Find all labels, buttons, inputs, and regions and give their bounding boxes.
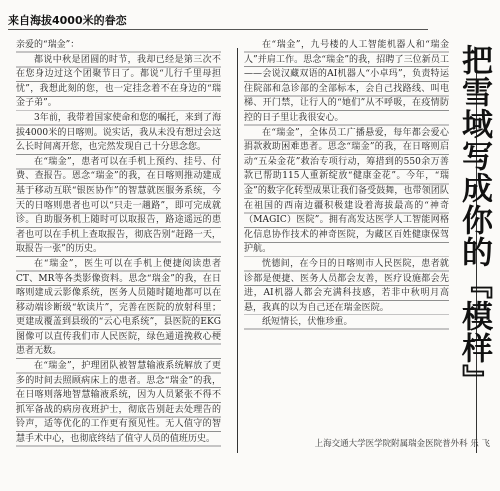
paragraph: 在“瑞金”，九号楼的人工智能机器人和“瑞金人”并肩工作。思念“瑞金”的我，招聘了三位新员工——会说汉藏双语的AI机器人“小卓玛”，负责特运住院部和急诊部的全部标本，会自己找路线、叫电梯、开门禁，让行人的“她们”从不呼吸，在疫情防控的日子里让我很安心。	[244, 38, 449, 126]
article-top-title: 来自海拔4000米的眷恋	[8, 14, 127, 27]
headline: 把雪域写成你的『模样』	[456, 44, 492, 396]
column-divider	[237, 48, 238, 453]
top-rule	[8, 29, 428, 30]
right-column	[244, 38, 449, 330]
author-signature: 上海交通大学医学院附属瑞金医院普外科 乐 飞	[314, 439, 490, 449]
paragraph: 在“瑞金”，患者可以在手机上预约、挂号、付费、查报告。恩念“瑞金”的我，在日喀则推动建成基于移动互联“银医协作”的智慧就医服务系统，今天的日喀则患者也可以“只走一趟路”，即可完成就诊。自助服务机上随时可以取报告，路途遥远的患者也可以在手机上查取报告，彻底告别“赶路一天，取报告一张”的历史。	[16, 155, 221, 257]
paragraph: 在“瑞金”，医生可以在手机上便捷阅读患者CT、MR等各类影像资料。思念“瑞金”的我，在日喀则建成云影像系统，医务人员随时随地都可以在移动端诊断级“软读片”，完善在医院的放射科里；更建成覆盖到县级的“云心电系统”，县医院的EKG图像可以直传我们市人民医院，绿色通道挽救心梗患者无数。	[16, 257, 221, 359]
paragraph: 3年前，我带着国家使命和您的嘱托，来到了海拔4000米的日喀则。说实话，我从未没有想过会这么长时间离开您，也完然发现自己十分思念您。	[16, 111, 221, 155]
paragraph: 恍德间，在今日的日喀则市人民医院，患者就诊都是便捷、医务人员都会友善，医疗设施都会先进，AI机器人都会充满科技感，若非中秋明月高悬，我真的以为自己还在瑞金医院。	[244, 257, 449, 315]
left-column	[16, 38, 221, 447]
paragraph: 在“瑞金”，护理团队被智慧输液系统解放了更多的时间去照顾病床上的患者。思念“瑞金”的我，在日喀则落地智慧输液系统，因为人员紧张不得不抓军备战的病房夜班护士，彻底告别赶去处理告的铃声，适等优化的工作更有预见性。无人值守的智慧手术中心，也彻底终结了值守人员的值班历史。	[16, 359, 221, 447]
paragraph: 纸短情长，伏惟珍重。	[244, 315, 449, 330]
paragraph: 在“瑞金”，全体员工广播悬爱，每年都会爱心捐款救助困难患者。思念“瑞金”的我，在日喀则启动“五朵金花”救治专项行动，筹措到的550余万善款已帮助115人重新绽放“健康金花”。今年，“瑞金”的数字化转型成果让我们备受鼓舞，也带领团队在祖国的西南边疆积极建设着海拔最高的“神奇（MAGIC）医院”。拥有高发达医学人工智能网格化信息协作技术的神奇医院，为藏区百姓健康保驾护航。	[244, 126, 449, 257]
paragraph: 都说中秋是团圆的时节，我却已经是第三次不在您身边过这个团聚节日了。都说“儿行千里母担忧”，我想此刻的您，也一定挂念着不在身边的“瑞金子弟”。	[16, 53, 221, 111]
greeting: 亲爱的“瑞金”：	[16, 38, 221, 53]
